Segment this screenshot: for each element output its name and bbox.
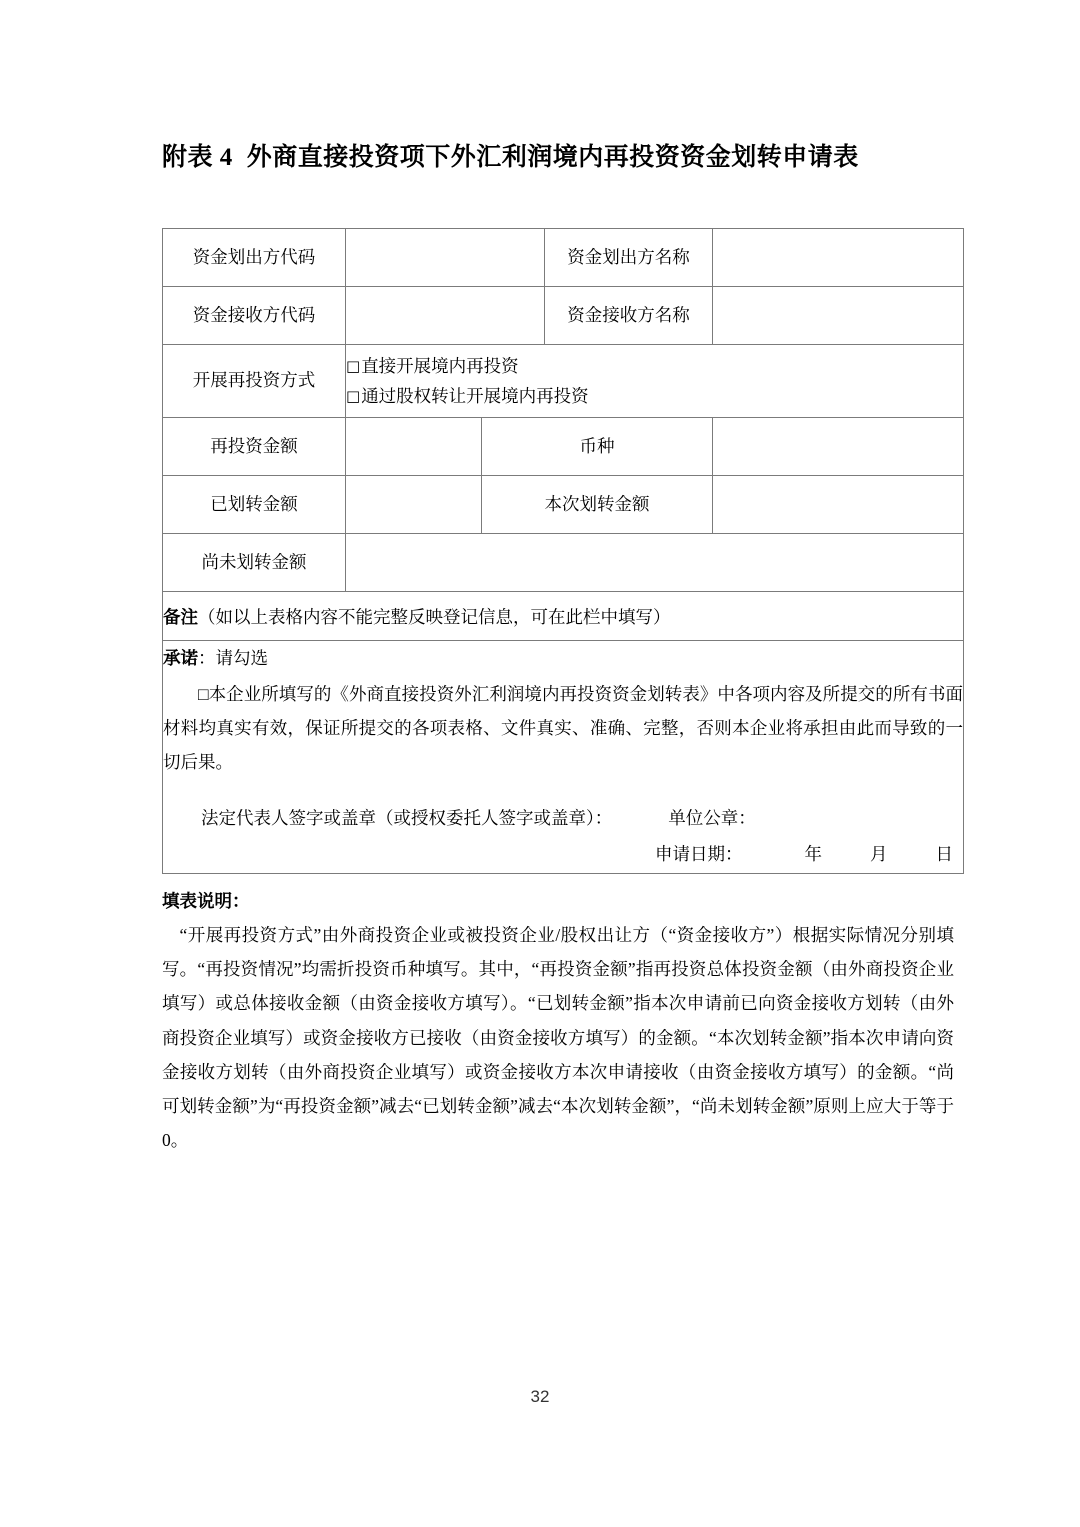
note-text: （如以上表格内容不能完整反映登记信息，可在此栏中填写） — [198, 606, 671, 627]
payer-code-label: 资金划出方代码 — [163, 229, 346, 287]
apply-date-label: 申请日期： — [655, 844, 743, 865]
reinvest-amount-field[interactable] — [346, 418, 482, 476]
method-label: 开展再投资方式 — [163, 345, 346, 418]
payer-name-field[interactable] — [713, 229, 964, 287]
instructions-title: 填表说明： — [162, 891, 250, 911]
instructions-body: “开展再投资方式”由外商投资企业或被投资企业/股权出让方（“资金接收方”）根据实际情况分别填写。“再投资情况”均需折投资币种填写。其中，“再投资金额”指再投资总体投资金额（由外商投资企业填写）或总体接收金额（由资金接收方填写）。“已划转金额”指本次申请前已向资金接收方划转（由外商投资企业填写）或资金接收方已接收（由资金接收方填写）的金额。“本次划转金额”指本次申请向资金接收方划转（由外商投资企业填写）或资金接收方本次申请接收（由资金接收方填写）的金额。“尚可划转金额”为“再投资金额”减去“已划转金额”减去“本次划转金额”，“尚未划转金额”原则上应大于等于 0。 — [162, 925, 954, 1150]
table-row-transferred-amount — [163, 476, 964, 534]
untransferred-amount-field[interactable] — [346, 534, 964, 592]
checkbox-icon[interactable]: □ — [346, 356, 361, 375]
payee-name-label: 资金接收方名称 — [545, 287, 713, 345]
currency-label: 币种 — [482, 418, 713, 476]
signature-line-primary — [163, 800, 963, 837]
payee-code-field[interactable] — [346, 287, 545, 345]
date-month-label[interactable]: 月 — [870, 844, 888, 865]
title-main: 外商直接投资项下外汇利润境内再投资资金划转申请表 — [246, 144, 859, 171]
title-prefix: 附表 4 — [162, 144, 233, 171]
table-row-payee — [163, 287, 964, 345]
signature-line-date — [163, 836, 963, 873]
payer-code-field[interactable] — [346, 229, 545, 287]
pledge-label: 承诺 — [163, 648, 198, 668]
current-transfer-label: 本次划转金额 — [482, 476, 713, 534]
method-options — [346, 345, 964, 418]
transferred-amount-label: 已划转金额 — [163, 476, 346, 534]
application-form-table — [162, 228, 964, 874]
reinvest-amount-label: 再投资金额 — [163, 418, 346, 476]
method-option-direct[interactable] — [346, 351, 963, 381]
method-option-equity-transfer-label: 通过股权转让开展境内再投资 — [361, 386, 589, 406]
table-row-pledge — [163, 641, 964, 874]
payee-name-field[interactable] — [713, 287, 964, 345]
method-option-direct-label: 直接开展境内再投资 — [361, 355, 519, 376]
table-row-method — [163, 345, 964, 418]
page-title — [162, 142, 972, 175]
pledge-section — [163, 641, 964, 874]
pledge-body-text[interactable]: □本企业所填写的《外商直接投资外汇利润境内再投资资金划转表》中各项内容及所提交的所有书面材料均真实有效，保证所提交的各项表格、文件真实、准确、完整，否则本企业将承担由此而导致的一切后果。 — [163, 684, 963, 773]
current-transfer-field[interactable] — [713, 476, 964, 534]
company-seal-label: 单位公章： — [668, 807, 756, 828]
legal-rep-signature-label: 法定代表人签字或盖章（或授权委托人签字或盖章）： — [201, 807, 613, 828]
note-section[interactable] — [163, 592, 964, 641]
date-year-label[interactable]: 年 — [804, 844, 822, 865]
checkbox-icon[interactable]: □ — [346, 387, 361, 405]
transferred-amount-field[interactable] — [346, 476, 482, 534]
note-label: 备注 — [163, 606, 198, 627]
payer-name-label: 资金划出方名称 — [545, 229, 713, 287]
currency-field[interactable] — [713, 418, 964, 476]
date-day-label[interactable]: 日 — [935, 844, 953, 865]
table-row-note — [163, 592, 964, 641]
instructions-section — [162, 884, 954, 1157]
method-option-equity-transfer[interactable] — [346, 381, 963, 411]
pledge-label-suffix: ：请勾选 — [198, 648, 268, 668]
signature-block — [163, 800, 963, 874]
untransferred-amount-label: 尚未划转金额 — [163, 534, 346, 592]
table-row-payer — [163, 229, 964, 287]
payee-code-label: 资金接收方代码 — [163, 287, 346, 345]
table-row-untransferred-amount — [163, 534, 964, 592]
pledge-heading — [163, 641, 963, 675]
table-row-reinvest-amount — [163, 418, 964, 476]
page-number: 32 — [530, 1387, 550, 1406]
